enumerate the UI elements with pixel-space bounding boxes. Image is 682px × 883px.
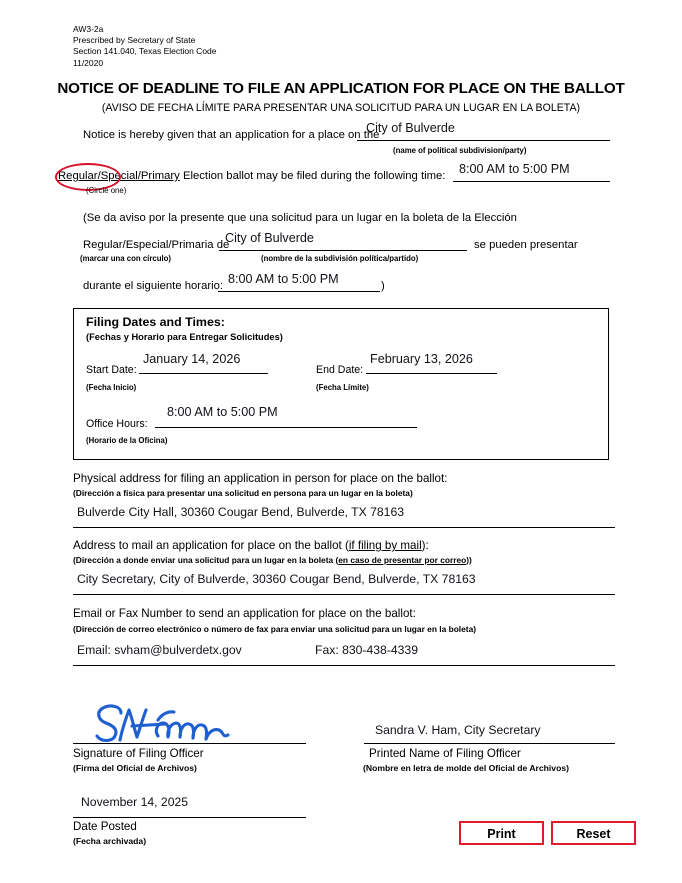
statute-section: Section 141.040, Texas Election Code [73, 46, 217, 57]
printed-name-rule [364, 743, 615, 744]
email-field[interactable]: Email: svham@bulverdetx.gov [77, 643, 242, 657]
signature-caption: (Firma del Oficial de Archivos) [73, 763, 197, 773]
mail-address-caption-end: )) [466, 555, 472, 565]
date-posted-field[interactable]: November 14, 2025 [81, 795, 189, 809]
notice-lead-text: Notice is hereby given that an application for a place on the [83, 129, 380, 141]
signature-image [88, 700, 248, 748]
mail-address-rule [73, 594, 615, 595]
mail-address-caption-main: (Dirección a donde enviar una solicitud para un lugar en la boleta ( [73, 555, 339, 565]
spanish-line-1: (Se da aviso por la presente que una solicitud para un lugar en la boleta de la Elección [83, 212, 517, 224]
print-button[interactable]: Print [459, 821, 544, 845]
end-date-label: End Date: [316, 364, 364, 376]
office-hours-caption: (Horario de la Oficina) [86, 436, 168, 445]
mail-address-field[interactable]: City Secretary, City of Bulverde, 30360 Cougar Bend, Bulverde, TX 78163 [77, 572, 476, 586]
start-date-caption: (Fecha Inicio) [86, 383, 137, 392]
filing-box-subtitle: (Fechas y Horario para Entregar Solicitudes) [86, 332, 283, 342]
form-revision-date: 11/2020 [73, 57, 104, 68]
ballot-type-rest[interactable]: /Special/Primary [97, 170, 180, 182]
reset-button[interactable]: Reset [551, 821, 636, 845]
filing-time-field[interactable]: 8:00 AM to 5:00 PM [459, 162, 570, 176]
office-hours-field[interactable]: 8:00 AM to 5:00 PM [167, 405, 278, 419]
end-date-field[interactable]: February 13, 2026 [370, 352, 473, 366]
physical-address-field[interactable]: Bulverde City Hall, 30360 Cougar Bend, Bulverde, TX 78163 [77, 505, 405, 519]
printed-name-label: Printed Name of Filing Officer [369, 747, 521, 760]
email-fax-caption: (Dirección de correo electrónico o número de fax para enviar una solicitud para un lugar en la boleta) [73, 624, 477, 634]
spanish-hours-field[interactable]: 8:00 AM to 5:00 PM [228, 272, 339, 286]
mail-address-heading-end: ): [421, 539, 429, 552]
spanish-line-2-prefix: Regular/Especial/Primaria de [83, 239, 230, 251]
end-date-caption: (Fecha Límite) [316, 383, 369, 392]
prescribed-by: Prescribed by Secretary of State [73, 35, 196, 46]
end-date-rule [366, 373, 497, 374]
mail-address-caption [73, 555, 472, 565]
physical-address-heading: Physical address for filing an application in person for place on the ballot: [73, 472, 448, 485]
spanish-subdivision-rule [219, 250, 467, 251]
ballot-type-sentence: Election ballot may be filed during the following time: [182, 170, 446, 182]
subdivision-name-caption: (name of political subdivision/party) [393, 146, 527, 155]
subdivision-name-rule [357, 140, 610, 141]
marcar-una-caption: (marcar una con círculo) [80, 254, 171, 263]
physical-address-caption: (Dirección a física para presentar una solicitud en persona para un lugar en la boleta) [73, 488, 413, 498]
ballot-type-line [58, 170, 445, 182]
date-posted-caption: (Fecha archivada) [73, 836, 147, 846]
subdivision-name-field[interactable]: City of Bulverde [366, 121, 455, 135]
ballot-type-regular[interactable]: Regular [58, 170, 98, 182]
mail-address-heading [73, 539, 429, 552]
spanish-line-2-suffix: se pueden presentar [474, 239, 578, 251]
office-hours-rule [155, 427, 417, 428]
circle-one-caption: (Circle one) [86, 186, 127, 195]
office-hours-label: Office Hours: [86, 418, 148, 430]
date-posted-label: Date Posted [73, 820, 137, 833]
mail-address-heading-underlined: if filing by mail [348, 539, 422, 552]
page-title: NOTICE OF DEADLINE TO FILE AN APPLICATION FOR PLACE ON THE BALLOT [57, 80, 625, 97]
form-number: AW3-2a [73, 24, 104, 34]
email-fax-rule [73, 665, 615, 666]
form-meta-block [73, 24, 217, 69]
signature-label: Signature of Filing Officer [73, 747, 204, 760]
date-posted-rule [73, 817, 306, 818]
signature-rule [73, 743, 306, 744]
spanish-line-3-close-paren: ) [381, 280, 385, 292]
spanish-subdivision-caption: (nombre de la subdivisión política/partido) [261, 254, 419, 263]
mail-address-caption-underlined: en caso de presentar por correo [338, 555, 467, 565]
printed-name-field[interactable]: Sandra V. Ham, City Secretary [375, 723, 541, 737]
spanish-line-3-prefix: durante el siguiente horario: [83, 280, 224, 292]
spanish-hours-rule [218, 291, 380, 292]
start-date-field[interactable]: January 14, 2026 [143, 352, 241, 366]
start-date-label: Start Date: [86, 364, 137, 376]
filing-time-rule [453, 181, 610, 182]
printed-name-caption: (Nombre en letra de molde del Oficial de Archivos) [363, 763, 569, 773]
page-subtitle: (AVISO DE FECHA LÍMITE PARA PRESENTAR UNA SOLICITUD PARA UN LUGAR EN LA BOLETA) [101, 102, 581, 114]
filing-box-title: Filing Dates and Times: [86, 315, 225, 329]
physical-address-rule [73, 527, 615, 528]
mail-address-heading-main: Address to mail an application for place on the ballot ( [73, 539, 349, 552]
start-date-rule [139, 373, 268, 374]
email-fax-heading: Email or Fax Number to send an application for place on the ballot: [73, 607, 416, 620]
fax-field[interactable]: Fax: 830-438-4339 [315, 643, 418, 657]
spanish-subdivision-field[interactable]: City of Bulverde [225, 231, 314, 245]
